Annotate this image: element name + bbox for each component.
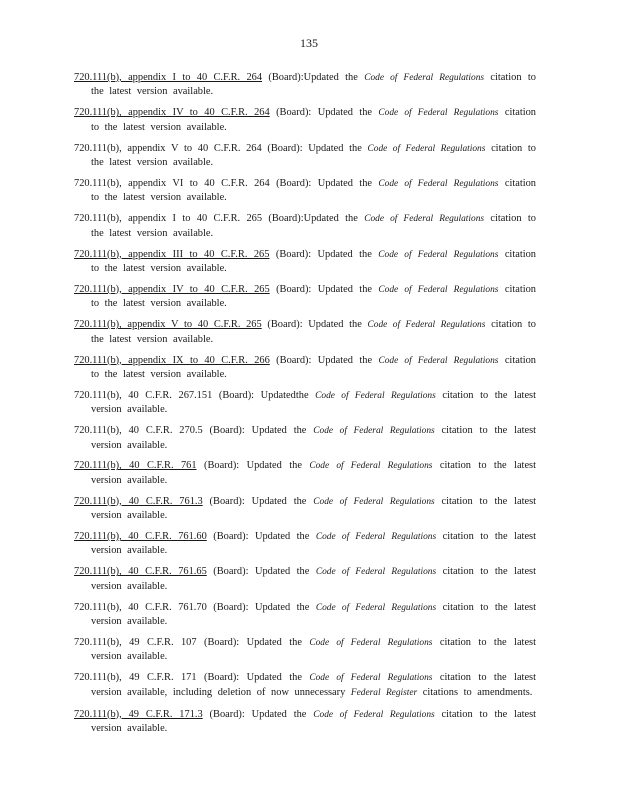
- italic-title: Code of Federal Regulations: [378, 178, 499, 189]
- citation-reference: 720.111(b), 40 C.F.R. 761.70: [74, 601, 207, 613]
- entry-text: (Board):Updated the: [262, 213, 365, 225]
- entry-text: (Board): Updatedthe: [212, 389, 316, 401]
- citation-reference: 720.111(b), appendix III to 40 C.F.R. 265: [74, 248, 270, 260]
- entry-text: citation to the latest version available.: [91, 213, 536, 239]
- list-item: [74, 530, 536, 558]
- list-item: [74, 71, 536, 99]
- entry-text: (Board): Updated the: [206, 531, 316, 543]
- amendment-list: [74, 71, 536, 743]
- citation-reference: 720.111(b), 40 C.F.R. 270.5: [74, 425, 203, 437]
- citation-reference: 720.111(b), 49 C.F.R. 107: [74, 637, 197, 648]
- entry-text: (Board): Updated the: [196, 672, 310, 684]
- citation-reference: 720.111(b), appendix IV to 40 C.F.R. 264: [74, 107, 270, 119]
- list-item: [74, 601, 536, 629]
- citation-reference: 720.111(b), appendix V to 40 C.F.R. 264: [74, 142, 262, 154]
- entry-text: (Board): Updated the: [202, 708, 314, 720]
- list-item: [74, 106, 536, 134]
- entry-text: citation to the latest version available.: [91, 531, 536, 557]
- citation-reference: 720.111(b), appendix VI to 40 C.F.R. 264: [74, 177, 270, 189]
- entry-text: (Board): Updated the: [269, 107, 379, 119]
- list-item: [74, 636, 536, 664]
- list-item: [74, 177, 536, 205]
- italic-title: Code of Federal Regulations: [315, 567, 437, 578]
- italic-title: Code of Federal Regulations: [313, 426, 435, 437]
- citation-reference: 720.111(b), 40 C.F.R. 761.3: [74, 495, 203, 507]
- citation-reference: 720.111(b), 40 C.F.R. 761.60: [74, 531, 207, 543]
- italic-title: Code of Federal Regulations: [313, 496, 435, 507]
- entry-text: citations to amendments.: [417, 686, 533, 698]
- entry-text: (Board): Updated the: [196, 637, 310, 648]
- entry-text: (Board): Updated the: [206, 566, 316, 578]
- italic-title: Code of Federal Regulations: [364, 214, 485, 225]
- entry-text: citation to the latest version available.: [91, 319, 537, 345]
- list-item: [74, 389, 536, 417]
- entry-text: citation to the latest version available.: [91, 283, 537, 310]
- italic-title: Code of Federal Regulations: [367, 143, 486, 154]
- entry-text: (Board): Updated the: [206, 601, 316, 613]
- entry-text: (Board): Updated the: [202, 425, 314, 437]
- italic-title: Code of Federal Regulations: [309, 638, 433, 648]
- list-item: [74, 459, 536, 487]
- list-item: [74, 671, 536, 700]
- italic-title: Code of Federal Regulations: [378, 108, 499, 119]
- citation-reference: 720.111(b), 40 C.F.R. 267.151: [74, 389, 213, 401]
- entry-text: (Board): Updated the: [269, 177, 379, 189]
- entry-text: (Board): Updated the: [269, 248, 379, 260]
- citation-reference: 720.111(b), appendix V to 40 C.F.R. 265: [74, 319, 262, 331]
- list-item: [74, 283, 536, 311]
- italic-title: Code of Federal Regulations: [315, 532, 437, 543]
- entry-text: citation to the latest version available.: [91, 566, 536, 592]
- list-item: [74, 248, 536, 276]
- citation-reference: 720.111(b), 49 C.F.R. 171.3: [74, 708, 203, 720]
- entry-text: citation to the latest version available.: [91, 637, 536, 663]
- entry-text: citation to the latest version available.: [91, 248, 536, 274]
- list-item: [74, 424, 536, 452]
- page-number: 135: [300, 36, 318, 50]
- entry-text: citation to the latest version available.: [91, 72, 536, 98]
- citation-reference: 720.111(b), appendix I to 40 C.F.R. 264: [74, 72, 263, 83]
- entry-text: citation to the latest version available.: [91, 107, 537, 133]
- italic-title: Code of Federal Regulations: [309, 461, 433, 472]
- entry-text: citation to the latest version available.: [91, 177, 537, 204]
- list-item: [74, 354, 536, 382]
- list-item: [74, 212, 536, 240]
- entry-text: (Board): Updated the: [261, 319, 368, 331]
- list-item: [74, 565, 536, 593]
- italic-title: Code of Federal Regulations: [315, 390, 436, 401]
- citation-reference: 720.111(b), appendix IV to 40 C.F.R. 265: [74, 283, 270, 295]
- entry-text: (Board): Updated the: [202, 495, 314, 507]
- entry-text: citation to the latest version available.: [91, 142, 537, 169]
- italic-title: Code of Federal Regulations: [367, 320, 486, 331]
- entry-text: citation to the latest version available.: [91, 389, 536, 416]
- entry-text: citation to the latest version available.: [91, 425, 536, 451]
- entry-text: citation to the latest version available.: [91, 354, 536, 380]
- citation-reference: 720.111(b), 40 C.F.R. 761: [74, 460, 197, 472]
- entry-text: citation to the latest version available.: [91, 708, 536, 735]
- italic-title: Code of Federal Regulations: [309, 673, 433, 684]
- list-item: [74, 708, 536, 736]
- citation-reference: 720.111(b), 40 C.F.R. 761.65: [74, 566, 207, 578]
- entry-text: citation to the latest version available.: [91, 495, 536, 522]
- citation-reference: 720.111(b), appendix IX to 40 C.F.R. 266: [74, 354, 270, 366]
- entry-text: (Board): Updated the: [261, 142, 368, 154]
- entry-text: (Board): Updated the: [269, 283, 379, 295]
- list-item: [74, 142, 536, 170]
- entry-text: (Board):Updated the: [262, 72, 365, 83]
- italic-title: Code of Federal Regulations: [315, 602, 437, 613]
- entry-text: citation to the latest version available.: [91, 601, 536, 628]
- italic-title: Federal Register: [350, 687, 418, 698]
- italic-title: Code of Federal Regulations: [378, 284, 499, 295]
- italic-title: Code of Federal Regulations: [313, 709, 435, 720]
- italic-title: Code of Federal Regulations: [378, 355, 499, 366]
- citation-reference: 720.111(b), 49 C.F.R. 171: [74, 672, 197, 684]
- entry-text: (Board): Updated the: [269, 354, 379, 366]
- entry-text: citation to the latest version available, including deletion of now unnecessary: [91, 672, 536, 698]
- italic-title: Code of Federal Regulations: [378, 249, 499, 260]
- entry-text: (Board): Updated the: [196, 460, 310, 472]
- list-item: [74, 495, 536, 523]
- entry-text: citation to the latest version available.: [91, 460, 536, 486]
- list-item: [74, 318, 536, 346]
- italic-title: Code of Federal Regulations: [364, 73, 485, 83]
- citation-reference: 720.111(b), appendix I to 40 C.F.R. 265: [74, 213, 263, 225]
